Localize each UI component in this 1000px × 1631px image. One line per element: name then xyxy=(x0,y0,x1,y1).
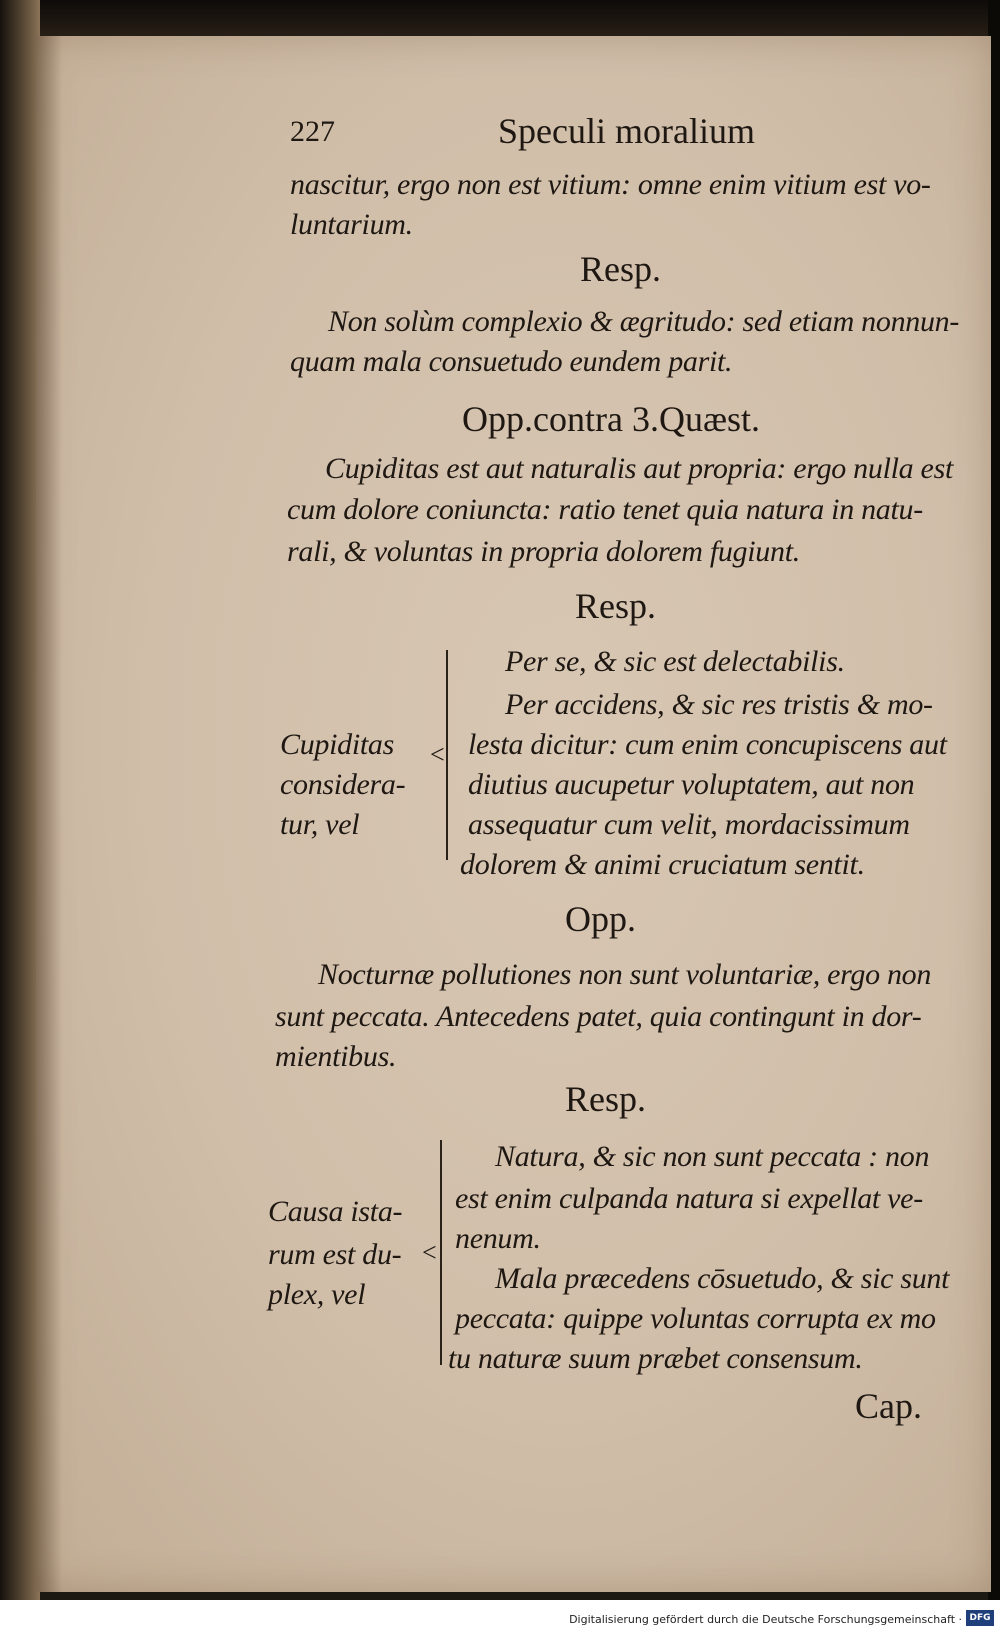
page-number: 227 xyxy=(290,115,335,148)
brace-point: < xyxy=(422,1238,437,1267)
text-line: nascitur, ergo non est vitium: omne enim vitium est vo- xyxy=(290,168,931,201)
section-heading: Resp. xyxy=(580,249,661,289)
text-line: luntarium. xyxy=(290,208,413,241)
page-gutter-shadow xyxy=(36,36,62,1592)
text-line: Natura, & sic non sunt peccata : non xyxy=(495,1140,930,1173)
dfg-logo: DFG xyxy=(966,1610,994,1626)
section-heading: Resp. xyxy=(575,586,656,626)
running-head: Speculi moralium xyxy=(498,111,755,151)
brace-label: plex, vel xyxy=(268,1278,366,1311)
text-line: Nocturnæ pollutiones non sunt voluntariæ, ergo non xyxy=(318,958,932,991)
brace-label: rum est du- xyxy=(268,1238,402,1271)
text-line: Per accidens, & sic res tristis & mo- xyxy=(505,688,933,721)
text-line: nenum. xyxy=(455,1222,541,1255)
scan-left-edge xyxy=(0,0,40,1631)
section-heading: Opp.contra 3.Quæst. xyxy=(462,399,760,439)
text-line: Cupiditas est aut naturalis aut propria: ergo nulla est xyxy=(325,452,953,485)
text-line: cum dolore coniuncta: ratio tenet quia natura in natu- xyxy=(287,493,923,526)
footer-credit: Digitalisierung gefördert durch die Deutsche Forschungsgemeinschaft · xyxy=(569,1613,962,1626)
section-heading: Opp. xyxy=(565,899,636,939)
text-line: sunt peccata. Antecedens patet, quia contingunt in dor- xyxy=(275,1000,922,1033)
brace-point: < xyxy=(430,740,445,769)
brace-label: considera- xyxy=(280,768,406,801)
curly-brace xyxy=(440,1140,442,1365)
text-line: rali, & voluntas in propria dolorem fugiunt. xyxy=(287,535,800,568)
scan-top-edge xyxy=(0,0,1000,40)
text-line: est enim culpanda natura si expellat ve- xyxy=(455,1182,923,1215)
text-line: dolorem & animi cruciatum sentit. xyxy=(460,848,865,881)
text-line: assequatur cum velit, mordacissimum xyxy=(468,808,910,841)
text-line: lesta dicitur: cum enim concupiscens aut xyxy=(468,728,947,761)
text-line: diutius aucupetur voluptatem, aut non xyxy=(468,768,915,801)
brace-label: Cupiditas xyxy=(280,728,394,761)
text-line: quam mala consuetudo eundem parit. xyxy=(290,345,733,378)
text-line: mientibus. xyxy=(275,1040,397,1073)
text-line: Mala præcedens cōsuetudo, & sic sunt xyxy=(495,1262,950,1295)
section-heading: Resp. xyxy=(565,1079,646,1119)
curly-brace xyxy=(446,650,448,860)
text-line: peccata: quippe voluntas corrupta ex mo xyxy=(455,1302,936,1335)
brace-label: tur, vel xyxy=(280,808,360,841)
text-line: Non solùm complexio & ægritudo: sed etiam nonnun- xyxy=(328,305,960,338)
text-line: tu naturæ suum præbet consensum. xyxy=(448,1342,863,1375)
catchword: Cap. xyxy=(855,1386,922,1426)
brace-label: Causa ista- xyxy=(268,1195,403,1228)
text-line: Per se, & sic est delectabilis. xyxy=(505,645,845,678)
